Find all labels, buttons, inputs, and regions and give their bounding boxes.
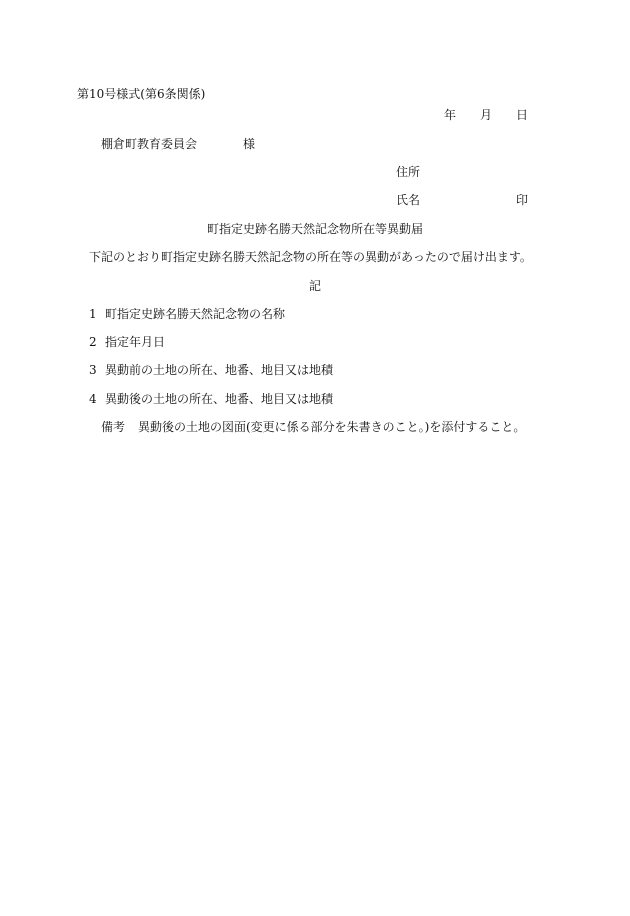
intro-text: 下記のとおり町指定史跡名勝天然記念物の所在等の異動があったので届け出ます。 xyxy=(89,250,532,264)
item-text: 指定年月日 xyxy=(105,335,166,349)
form-number: 第10号様式(第6条関係) xyxy=(77,87,206,101)
addressee-honorific: 様 xyxy=(243,137,256,151)
remarks-text: 異動後の土地の図面(変更に係る部分を朱書きのこと。)を添付すること。 xyxy=(138,420,526,434)
item-text: 異動前の土地の所在、地番、地目又は地積 xyxy=(105,363,334,377)
seal-label: 印 xyxy=(516,193,529,207)
remarks-label: 備考 xyxy=(101,420,126,434)
item-number: 4 xyxy=(89,392,97,406)
name-label: 氏名 xyxy=(396,193,421,207)
document-title: 町指定史跡名勝天然記念物所在等異動届 xyxy=(207,222,424,236)
date-year-label: 年 xyxy=(444,108,457,122)
ki-label: 記 xyxy=(309,279,322,293)
item-text: 町指定史跡名勝天然記念物の名称 xyxy=(105,307,286,321)
addressee-name: 棚倉町教育委員会 xyxy=(101,137,198,151)
date-month-label: 月 xyxy=(480,108,493,122)
item-text: 異動後の土地の所在、地番、地目又は地積 xyxy=(105,392,334,406)
item-number: 3 xyxy=(89,363,97,377)
address-label: 住所 xyxy=(396,165,421,179)
item-number: 1 xyxy=(89,307,97,321)
date-day-label: 日 xyxy=(516,108,529,122)
item-number: 2 xyxy=(89,335,97,349)
